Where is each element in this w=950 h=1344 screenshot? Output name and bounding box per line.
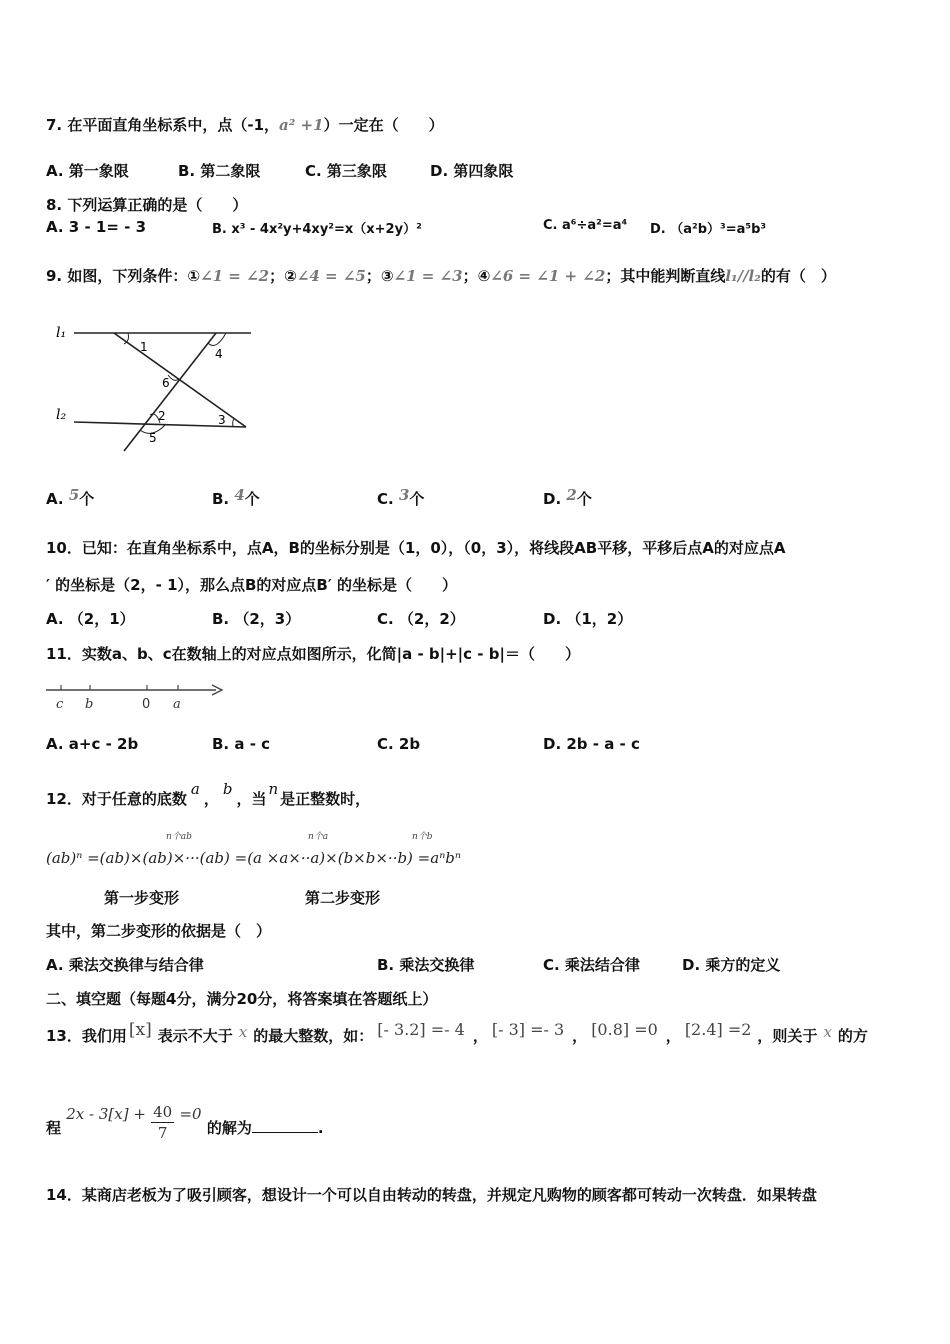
q9-cond-4: ∠6 = ∠1 + ∠2 (490, 267, 606, 285)
q13-var-x: x (238, 1023, 248, 1041)
q12-var-n: n (268, 780, 279, 798)
q11-option-c: C. 2b (377, 735, 421, 753)
q13-floor-x: [x] (128, 1020, 152, 1040)
q7-math: a² +1 (279, 116, 324, 134)
q8-stem: 8. 下列运算正确的是（ ） (46, 196, 248, 214)
q12-stem: 12．对于任意的底数a，b，当n是正整数时， (46, 780, 371, 808)
q9-option-c: C. 3个 (377, 486, 425, 508)
label-angle-1: 1 (140, 340, 148, 354)
q10-option-a: A. （2，1） (46, 610, 135, 628)
q7-stem: 7. 在平面直角坐标系中，点（-1，a² +1）一定在（ ） (46, 116, 444, 134)
q11-number-line (44, 678, 234, 714)
q11-stem: 11．实数a、b、c在数轴上的对应点如图所示，化简|a - b|+|c - b|＝（ ） (46, 645, 580, 663)
q7-option-d: D. 第四象限 (430, 162, 514, 180)
q8-option-d: D. （a²b）³=a⁵b³ (650, 222, 767, 237)
q12-var-b: b (222, 780, 233, 798)
q8-option-c: C. a⁶÷a²=a⁴ (543, 218, 628, 233)
q12-option-a: A. 乘法交换律与结合律 (46, 956, 204, 974)
label-angle-6: 6 (162, 376, 170, 390)
label-angle-4: 4 (215, 347, 223, 361)
q12-option-d: D. 乘方的定义 (682, 956, 781, 974)
arc-angle-3 (233, 418, 234, 426)
q13-example-1: [- 3.2] =- 4 (377, 1020, 465, 1039)
q12-option-b: B. 乘法交换律 (377, 956, 475, 974)
q9-stem: 9. 如图，下列条件：①∠1 = ∠2；②∠4 = ∠5；③∠1 = ∠3；④∠6 = ∠1 + ∠2；其中能判断直线l₁//l₂的有（ ） (46, 267, 836, 285)
q9-figure (46, 315, 266, 460)
q13-fraction: $\frac{40}{7}$ (153, 1103, 173, 1142)
q13-example-4: [2.4] =2 (684, 1020, 752, 1039)
label-l2: l₂ (56, 407, 67, 423)
q12-over-ab: n个ab (166, 832, 192, 842)
q9-option-a: A. 5个 (46, 486, 95, 508)
q7-option-c: C. 第三象限 (305, 162, 387, 180)
q13-example-3: [0.8] =0 (591, 1020, 658, 1039)
q12-step1: 第一步变形 (104, 889, 180, 907)
q7-option-b: B. 第二象限 (178, 162, 261, 180)
axis-label-c: c (56, 697, 64, 712)
q12-var-a: a (190, 780, 200, 798)
q9-option-b: B. 4个 (212, 486, 260, 508)
section-2-title: 二、填空题（每题4分，满分20分，将答案填在答题纸上） (46, 990, 438, 1008)
q9-cond-5: l₁//l₂ (725, 267, 761, 285)
axis-label-0: 0 (142, 697, 151, 712)
q12-step2: 第二步变形 (305, 889, 381, 907)
q10-stem-line2: ′ 的坐标是（2，- 1），那么点B的对应点B′ 的坐标是（ ） (46, 576, 458, 594)
q13-stem-line1: 13．我们用 [x] 表示不大于 x 的最大整数，如： [- 3.2] =- 4 ， [- 3] =- 3 ， [0.8] =0 ， [2.4] =2 ，则关于 x 的方 (46, 1020, 868, 1045)
q13-stem-line2: 程 2x - 3[x] + $\frac{40}{7}$ =0 的解为 . (46, 1103, 324, 1142)
q12-over-a: n个a (308, 832, 329, 842)
label-l1: l₁ (56, 325, 67, 341)
q11-option-a: A. a+c - 2b (46, 735, 139, 753)
label-angle-3: 3 (218, 413, 226, 427)
label-angle-5: 5 (149, 431, 157, 445)
q9-option-d: D. 2个 (543, 486, 592, 508)
q9-cond-1: ∠1 = ∠2 (200, 267, 270, 285)
q12-question: 其中，第二步变形的依据是（ ） (46, 922, 272, 940)
q13-equation-left: 2x - 3[x] + (66, 1105, 146, 1123)
q9-cond-2: ∠4 = ∠5 (296, 267, 366, 285)
q10-option-c: C. （2，2） (377, 610, 465, 628)
label-angle-2: 2 (158, 409, 166, 423)
q12-over-b: n个b (412, 832, 433, 842)
axis-label-b: b (85, 697, 94, 712)
q13-answer-blank[interactable] (252, 1118, 318, 1133)
q7-option-a: A. 第一象限 (46, 162, 129, 180)
q8-option-b: B. x³ - 4x²y+4xy²=x（x+2y）² (212, 222, 422, 237)
q12-option-c: C. 乘法结合律 (543, 956, 640, 974)
q8-option-a: A. 3 - 1= - 3 (46, 218, 147, 236)
q14-stem: 14．某商店老板为了吸引顾客，想设计一个可以自由转动的转盘，并规定凡购物的顾客都可转动一次转盘．如果转盘 (46, 1186, 817, 1204)
q13-example-2: [- 3] =- 3 (491, 1020, 565, 1039)
axis-label-a: a (173, 697, 181, 712)
q11-option-b: B. a - c (212, 735, 271, 753)
q13-equation-right: =0 (179, 1105, 202, 1123)
q13-var-x-2: x (823, 1023, 832, 1041)
q9-cond-3: ∠1 = ∠3 (393, 267, 463, 285)
q10-option-b: B. （2，3） (212, 610, 301, 628)
q10-stem-line1: 10．已知：在直角坐标系中，点A，B的坐标分别是（1，0），（0，3），将线段AB平移，平移后点A的对应点A (46, 539, 786, 557)
q11-option-d: D. 2b - a - c (543, 735, 640, 753)
q10-option-d: D. （1，2） (543, 610, 633, 628)
q12-formula: (ab)ⁿ =(ab)×(ab)×···(ab) =(a ×a×··a)×(b×b×··b) =aⁿbⁿ (46, 849, 461, 867)
